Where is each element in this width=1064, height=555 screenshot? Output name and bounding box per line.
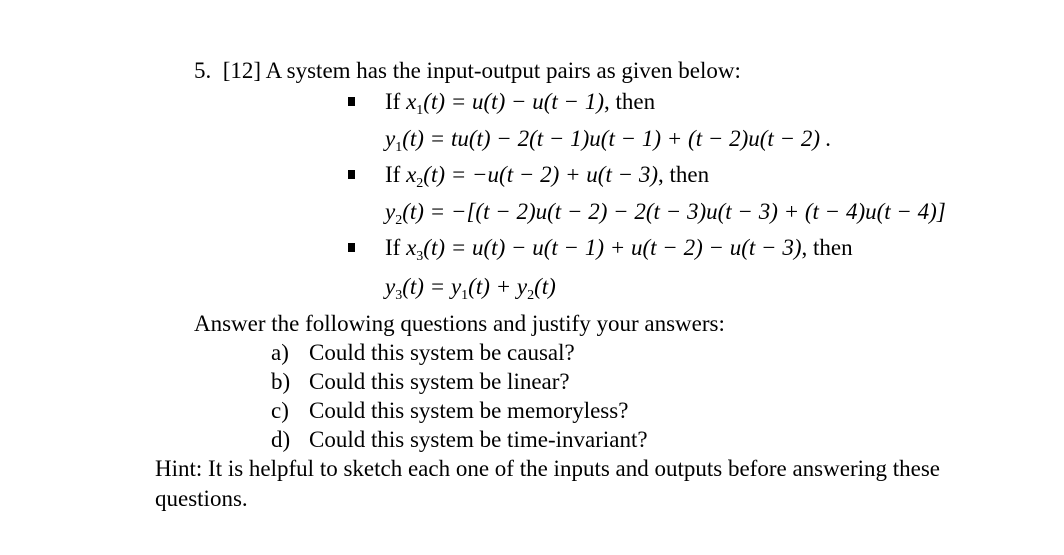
question-text: Could this system be memoryless? (309, 398, 629, 423)
pair-3-input-eq: $x_3(t) = u(t) - u(t - 1) + u(t - 2) - u(t - 3)$ (406, 235, 802, 264)
pair-1-input: If $x_1(t) = u(t) - u(t - 1)$, then (385, 89, 656, 118)
question-d (271, 426, 648, 454)
problem-intro: A system has the input-output pairs as given below: (265, 58, 741, 83)
problem-number: 5. (194, 58, 212, 83)
problem-heading (194, 57, 741, 85)
bullet-1 (348, 97, 355, 106)
pair-2-output: $y_2(t) = -[(t - 2)u(t - 2) - 2(t - 3)u(t - 3) + (t - 4)u(t - 4)]$ (385, 199, 946, 228)
pair-1-input-eq: $x_1(t) = u(t) - u(t - 1)$ (406, 89, 604, 118)
question-text: Could this system be time-invariant? (309, 427, 648, 452)
problem-points: [12] (222, 58, 262, 83)
bullet-2 (348, 170, 355, 179)
question-label: b) (271, 369, 291, 394)
question-label: c) (271, 398, 289, 423)
question-label: d) (271, 427, 291, 452)
pair-2-input: If $x_2(t) = -u(t - 2) + u(t - 3)$, then (385, 162, 710, 191)
hint-line-2: questions. (155, 486, 248, 511)
question-text: Could this system be causal? (309, 340, 575, 365)
pair-3-output: $y_3(t) = y_1(t) + y_2(t)$ (385, 274, 556, 303)
pair-2-input-eq: $x_2(t) = -u(t - 2) + u(t - 3)$ (406, 162, 659, 191)
question-a (271, 339, 575, 367)
bullet-3 (348, 243, 355, 252)
pair-3-input: If $x_3(t) = u(t) - u(t - 1) + u(t - 2) - u(t - 3)$, then (385, 235, 853, 264)
question-c (271, 397, 628, 425)
question-text: Could this system be linear? (309, 369, 570, 394)
question-label: a) (271, 340, 289, 365)
question-b (271, 368, 570, 396)
pair-1-output: $y_1(t) = tu(t) - 2(t - 1)u(t - 1) + (t - 2)u(t - 2)$ . (385, 126, 832, 155)
answer-prompt: Answer the following questions and justify your answers: (194, 311, 725, 336)
hint-line-1: Hint: It is helpful to sketch each one of the inputs and outputs before answering these (155, 456, 940, 481)
